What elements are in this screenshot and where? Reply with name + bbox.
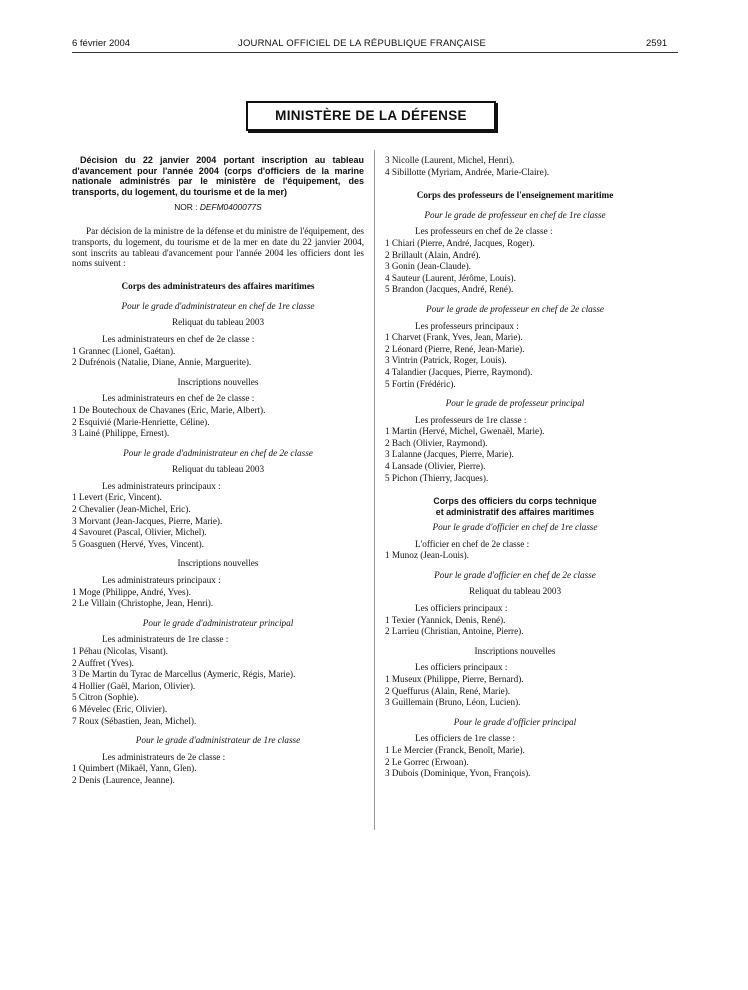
section-title: Corps des administrateurs des affaires maritimes [121,281,315,292]
list-item: 4 Sibillotte (Myriam, Andrée, Marie-Claire). [385,166,550,177]
list-item: 1 Quimbert (Mikaël, Yann, Glen). [72,763,197,774]
list-item: 2 Auffret (Yves). [72,657,134,668]
name-list [385,332,645,390]
list-item: 1 Péhau (Nicolas, Visant). [72,646,168,656]
grade-heading: Pour le grade d'officier en chef de 1re classe [432,522,598,533]
list-subheading: Reliquat du tableau 2003 [468,586,562,597]
nor-reference [72,202,364,214]
list-item: 2 Dufrénois (Natalie, Diane, Annie, Marguerite). [72,357,252,368]
list-lead: Les officiers principaux : [415,662,508,673]
list-lead: Les administrateurs de 2e classe : [102,751,226,762]
list-lead: Les administrateurs en chef de 2e classe : [102,333,255,344]
list-item: 2 Brillault (Alain, André). [385,249,481,260]
section-title-line1: Corps des officiers du corps technique [433,496,597,507]
list-item: 1 Grannec (Lionel, Gaétan). [72,345,176,356]
section-title-line2: et administratif des affaires maritimes [435,506,595,517]
list-item: 1 Le Mercier (Franck, Benoît, Marie). [385,744,525,755]
list-item: 2 Queffurus (Alain, René, Marie). [385,685,511,696]
list-item: 1 Texier (Yannick, Denis, René). [385,614,506,625]
grade-heading: Pour le grade d'administrateur de 1re classe [135,735,301,746]
list-item: 1 Moge (Philippe, André, Yves). [72,586,191,597]
left-column [72,155,364,787]
list-item: 5 Pichon (Thierry, Jacques). [385,472,489,483]
header-page-number: 2591 [646,38,668,49]
list-item: 5 Brandon (Jacques, André, René). [385,284,514,295]
decision-intro: Par décision de la ministre de la défense et du ministre de l'équipement, des transports, du logement, du tourisme et de la mer en date du 22 janvier 2004, sont inscrits au tableau d'avancement pour l'année 2004 les officiers dont les noms suivent : [72,225,364,269]
list-subheading: Reliquat du tableau 2003 [171,464,265,475]
list-item: 5 Citron (Sophie). [72,692,139,703]
name-list [385,615,645,638]
list-lead: Les administrateurs principaux : [102,575,221,586]
name-list [72,587,364,610]
header-rule [72,52,678,53]
list-lead: Les administrateurs en chef de 2e classe : [102,393,255,404]
list-item: 5 Goasguen (Hervé, Yves, Vincent). [72,538,204,549]
list-subheading: Inscriptions nouvelles [177,376,259,387]
list-item: 3 Dubois (Dominique, Yvon, François). [385,768,531,779]
list-subheading: Inscriptions nouvelles [177,558,259,569]
grade-heading: Pour le grade de professeur en chef de 1re classe [424,209,606,220]
list-item: 3 Lalanne (Jacques, Pierre, Marie). [385,449,514,460]
list-lead: Les administrateurs de 1re classe : [102,634,229,645]
header-date: 6 février 2004 [72,38,131,49]
list-item: 1 Munoz (Jean-Louis). [385,550,469,561]
name-list [72,492,364,550]
list-item: 2 Le Gorrec (Erwoan). [385,756,469,767]
list-item: 2 Denis (Laurence, Jeanne). [72,774,175,785]
list-item: 4 Talandier (Jacques, Pierre, Raymond). [385,366,533,377]
decision-title: Décision du 22 janvier 2004 portant inscription au tableau d'avancement pour l'année 2004 (corps d'officiers de la marine nationale administrés par le ministère de l'équipement, des transports, du logement, du tourisme et de la mer) [72,155,364,197]
nor-code: DEFM0400077S [199,202,262,213]
list-item: 4 Sauteur (Laurent, Jérôme, Louis). [385,272,516,283]
list-lead: Les professeurs principaux : [415,320,519,331]
list-item: 3 Morvant (Jean-Jacques, Pierre, Marie). [72,515,223,526]
name-list [385,426,645,484]
list-item: 4 Lansade (Olivier, Pierre). [385,461,486,472]
grade-heading: Pour le grade de professeur principal [445,398,585,409]
header-journal-title: JOURNAL OFFICIEL DE LA RÉPUBLIQUE FRANÇAISE [238,38,487,49]
list-item: 3 Vintrin (Patrick, Roger, Louis). [385,355,507,366]
list-item: 1 Charvet (Frank, Yves, Jean, Marie). [385,332,523,343]
grade-heading: Pour le grade d'officier en chef de 2e classe [434,569,596,580]
list-item: 2 Le Villain (Christophe, Jean, Henri). [72,598,214,609]
name-list [72,405,364,440]
ministry-title: MINISTÈRE DE LA DÉFENSE [246,101,496,131]
list-item: 3 Gonin (Jean-Claude). [385,261,471,272]
list-item: 2 Léonard (Pierre, René, Jean-Marie). [385,343,525,354]
list-item: 2 Chevalier (Jean-Michel, Eric). [72,504,191,515]
running-header [0,38,748,52]
list-item: 3 Nicolle (Laurent, Michel, Henri). [385,155,515,165]
list-lead: Les officiers principaux : [415,603,508,614]
list-item: 3 De Martin du Tyrac de Marcellus (Aymeric, Régis, Marie). [72,669,296,680]
name-list [385,155,645,178]
list-item: 5 Fortin (Frédéric). [385,378,456,389]
name-list [385,745,645,780]
list-item: 1 Martin (Hervé, Michel, Gwenaël, Marie). [385,426,545,437]
grade-heading: Pour le grade d'administrateur principal [142,617,294,628]
grade-heading: Pour le grade d'administrateur en chef de 2e classe [123,447,313,458]
list-lead: Les administrateurs principaux : [102,480,221,491]
list-lead: Les professeurs en chef de 2e classe : [415,226,553,237]
list-item: 4 Hollier (Gaël, Marion, Olivier). [72,680,196,691]
list-item: 1 Museux (Philippe, Pierre, Bernard). [385,674,524,684]
nor-label: NOR : [174,202,198,213]
list-lead: L'officier en chef de 2e classe : [415,538,530,549]
name-list [72,646,364,727]
section-title: Corps des professeurs de l'enseignement maritime [416,190,614,201]
list-item: 6 Mévelec (Eric, Olivier). [72,703,168,714]
grade-heading: Pour le grade d'administrateur en chef de 1re classe [121,300,315,311]
grade-heading: Pour le grade d'officier principal [453,716,577,727]
list-item: 1 Levert (Eric, Vincent). [72,492,162,503]
list-item: 2 Bach (Olivier, Raymond). [385,437,488,448]
list-lead: Les officiers de 1re classe : [415,733,516,744]
grade-heading: Pour le grade de professeur en chef de 2e classe [425,303,604,314]
right-column [385,155,645,780]
list-item: 3 Lainé (Philippe, Ernest). [72,428,170,439]
list-item: 4 Savouret (Pascal, Olivier, Michel). [72,527,207,538]
list-subheading: Reliquat du tableau 2003 [171,317,265,328]
list-item: 7 Roux (Sébastien, Jean, Michel). [72,715,197,726]
list-item: 3 Guillemain (Bruno, Léon, Lucien). [385,697,521,708]
name-list [385,550,645,562]
list-item: 1 Chiari (Pierre, André, Jacques, Roger). [385,237,535,248]
name-list [72,346,364,369]
name-list [72,763,364,786]
list-item: 2 Esquivié (Marie-Henriette, Céline). [72,416,210,427]
name-list [385,238,645,296]
list-lead: Les professeurs de 1re classe : [415,414,527,425]
list-subheading: Inscriptions nouvelles [474,645,556,656]
list-item: 1 De Boutechoux de Chavanes (Eric, Marie, Albert). [72,404,266,415]
column-divider [374,150,375,830]
list-item: 2 Larrieu (Christian, Antoine, Pierre). [385,626,524,637]
name-list [385,674,645,709]
